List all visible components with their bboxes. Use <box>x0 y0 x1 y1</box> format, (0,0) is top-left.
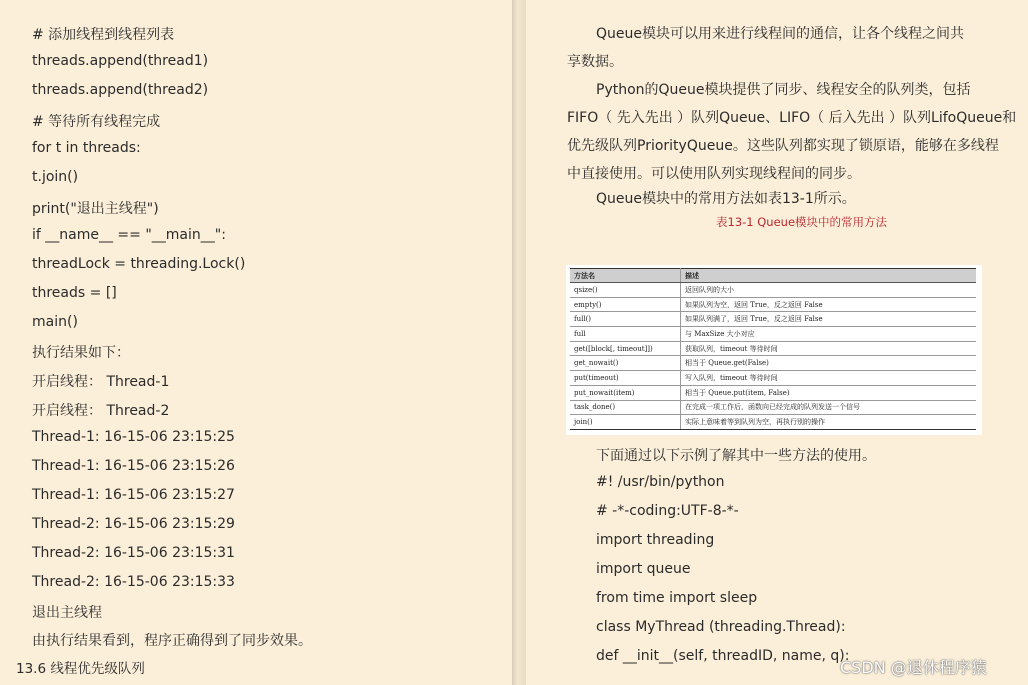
paragraph-line: Queue模块中的常用方法如表13-1所示。 <box>596 191 856 207</box>
example-intro: 下面通过以下示例了解其中一些方法的使用。 <box>596 448 876 464</box>
table-caption: 表13-1 Queue模块中的常用方法 <box>716 215 888 229</box>
code-comment: # 等待所有线程完成 <box>32 114 161 130</box>
output-line: 开启线程： Thread-1 <box>32 374 170 390</box>
paragraph-line: 享数据。 <box>567 54 623 70</box>
code-line: print("退出主线程") <box>32 201 159 217</box>
code-line: threads.append(thread1) <box>32 53 209 69</box>
code-line: if __name__ == "__main__": <box>32 227 226 243</box>
paragraph-line: 优先级队列PriorityQueue。这些队列都实现了锁原语，能够在多线程 <box>567 138 999 154</box>
table-cell: put_nowait(item) <box>570 385 681 400</box>
output-line: Thread-1: 16-15-06 23:15:25 <box>32 429 235 445</box>
table-cell: 与 MaxSize 大小对应 <box>681 327 977 342</box>
table-cell: join() <box>570 415 681 430</box>
code-line: import threading <box>596 532 715 548</box>
table-header: 方法名 <box>570 269 681 283</box>
code-line: for t in threads: <box>32 140 141 156</box>
code-line: threadLock = threading.Lock() <box>32 256 246 272</box>
table-cell: get_nowait() <box>570 356 681 371</box>
table-row <box>570 371 976 386</box>
code-line: from time import sleep <box>596 590 758 606</box>
table-cell: 在完成一项工作后，函数向已经完成的队列发送一个信号 <box>681 400 977 415</box>
output-line: Thread-1: 16-15-06 23:15:26 <box>32 458 235 474</box>
table-row <box>570 356 976 371</box>
table-header: 描述 <box>681 269 977 283</box>
code-line: threads = [] <box>32 285 117 301</box>
table-cell: 实际上意味着等到队列为空，再执行别的操作 <box>681 415 977 430</box>
output-line: 退出主线程 <box>32 605 102 621</box>
table-cell: task_done() <box>570 400 681 415</box>
table-row <box>570 312 976 327</box>
table-row <box>570 415 976 430</box>
output-line: Thread-2: 16-15-06 23:15:31 <box>32 545 235 561</box>
code-line: import queue <box>596 561 691 577</box>
section-heading: 13.6 线程优先级队列 <box>16 661 145 677</box>
output-line: 开启线程： Thread-2 <box>32 403 170 419</box>
code-line: main() <box>32 314 78 330</box>
code-line: class MyThread (threading.Thread): <box>596 619 846 635</box>
table-cell: get([block[, timeout]]) <box>570 341 681 356</box>
left-page <box>0 0 512 685</box>
table-row <box>570 400 976 415</box>
output-line: Thread-2: 16-15-06 23:15:29 <box>32 516 235 532</box>
methods-table-figure <box>566 265 982 435</box>
table-cell: 如果队列为空，返回 True，反之返回 False <box>681 297 977 312</box>
table-row <box>570 297 976 312</box>
code-line: t.join() <box>32 169 79 185</box>
table-cell: empty() <box>570 297 681 312</box>
output-line: Thread-1: 16-15-06 23:15:27 <box>32 487 235 503</box>
code-line: #! /usr/bin/python <box>596 474 725 490</box>
conclusion-text: 由执行结果看到，程序正确得到了同步效果。 <box>32 633 312 649</box>
result-intro: 执行结果如下： <box>32 345 130 361</box>
table-row <box>570 341 976 356</box>
code-comment: # 添加线程到线程列表 <box>32 27 175 43</box>
table-cell: 获取队列，timeout 等待时间 <box>681 341 977 356</box>
table-row <box>570 283 976 298</box>
table-cell: full() <box>570 312 681 327</box>
table-cell: qsize() <box>570 283 681 298</box>
table-cell: 写入队列，timeout 等待时间 <box>681 371 977 386</box>
paragraph-line: Python的Queue模块提供了同步、线程安全的队列类，包括 <box>596 82 971 98</box>
table-row <box>570 385 976 400</box>
csdn-watermark: CSDN @退休程序猿 <box>840 658 987 677</box>
paragraph-line: Queue模块可以用来进行线程间的通信，让各个线程之间共 <box>596 26 964 42</box>
table-header-row <box>570 269 976 283</box>
table-cell: 相当于 Queue.get(False) <box>681 356 977 371</box>
table-cell: 如果队列满了，返回 True，反之返回 False <box>681 312 977 327</box>
table-cell: 返回队列的大小 <box>681 283 977 298</box>
paragraph-line: 中直接使用。可以使用队列实现线程间的同步。 <box>567 166 861 182</box>
output-line: Thread-2: 16-15-06 23:15:33 <box>32 574 235 590</box>
paragraph-line: FIFO（ 先入先出 ）队列Queue、LIFO（ 后入先出 ）队列LifoQueue和 <box>567 110 1017 126</box>
table-cell: put(timeout) <box>570 371 681 386</box>
code-line: threads.append(thread2) <box>32 82 209 98</box>
code-line: # -*-coding:UTF-8-*- <box>596 503 739 519</box>
code-line: def __init__(self, threadID, name, q): <box>596 648 850 664</box>
table-cell: full <box>570 327 681 342</box>
table-row <box>570 327 976 342</box>
methods-table <box>570 268 976 430</box>
table-cell: 相当于 Queue.put(item, False) <box>681 385 977 400</box>
book-gutter <box>512 0 526 685</box>
